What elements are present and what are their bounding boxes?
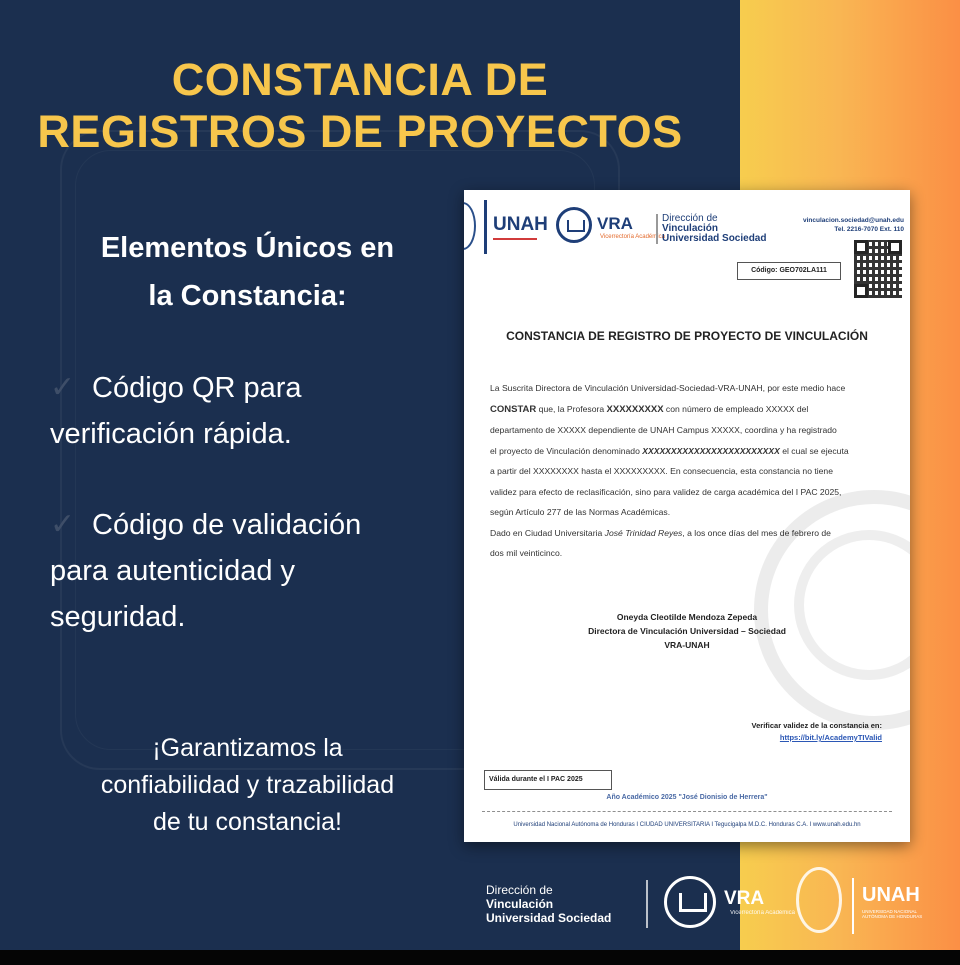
vra-logo-text: VRA bbox=[597, 214, 633, 233]
footer-unah-logo: UNAH UNIVERSIDAD NACIONAL AUTÓNOMA DE HONDURAS bbox=[852, 878, 942, 934]
feature-qr bbox=[50, 365, 460, 457]
unah-logo: UNAH bbox=[484, 200, 548, 254]
qr-code-icon bbox=[854, 240, 902, 298]
contact-phone: Tel. 2216-7070 Ext. 110 bbox=[834, 226, 904, 233]
academic-year: Año Académico 2025 "José Dionisio de Herrera" bbox=[606, 794, 768, 801]
seal-icon bbox=[796, 867, 842, 933]
signer-role: Directora de Vinculación Universidad – Sociedad bbox=[588, 626, 786, 636]
closing-message bbox=[40, 730, 455, 841]
verify-block bbox=[752, 720, 882, 744]
footer-divider bbox=[482, 811, 892, 812]
contact-info bbox=[803, 216, 904, 234]
feature-qr-line-2: verificación rápida. bbox=[50, 418, 292, 450]
signature-block bbox=[464, 610, 910, 652]
department-name: Dirección de Vinculación Universidad Sociedad bbox=[656, 214, 766, 244]
book-icon bbox=[556, 207, 592, 243]
contact-email: vinculacion.sociedad@unah.edu bbox=[803, 217, 904, 224]
title-line-2: REGISTROS DE PROYECTOS bbox=[37, 106, 683, 157]
closing-line-2: confiabilidad y trazabilidad bbox=[100, 771, 395, 799]
closing-line-3: de tu constancia! bbox=[152, 808, 342, 836]
verify-link[interactable]: https://bit.ly/AcademyTIValid bbox=[779, 733, 882, 742]
vra-subtitle: Vicerrectoría Académica bbox=[600, 234, 665, 240]
closing-line-1: ¡Garantizamos la bbox=[152, 734, 343, 762]
footer-vra-text: VRA bbox=[724, 888, 765, 909]
title-line-1: CONSTANCIA DE bbox=[171, 54, 549, 105]
validity-box: Válida durante el I PAC 2025 bbox=[484, 770, 612, 790]
signer-org: VRA-UNAH bbox=[664, 640, 710, 650]
feature-code-line-3: seguridad. bbox=[50, 601, 186, 633]
feature-qr-line-1: Código QR para bbox=[92, 372, 302, 404]
verify-label: Verificar validez de la constancia en: bbox=[751, 721, 882, 730]
subheading-line-2: la Constancia: bbox=[148, 280, 347, 312]
signer-name: Oneyda Cleotilde Mendoza Zepeda bbox=[616, 612, 758, 622]
certificate-body: La Suscrita Directora de Vinculación Universidad-Sociedad-VRA-UNAH, por este medio hace CONSTAR que, la Profesora XXXXXXXXX con número de empleado XXXXX del departamento de XXXXX dependiente de UNAH Campus XXXXX, coordina y ha registrado el proyecto de Vinculación denominado XXXXXXXXXXXXXXXXXXXXXXXX el cual se ejecuta a partir del XXXXXXXX hasta el XXXXXXXXX. En consecuencia, esta constancia no tiene validez para efecto de reclasificación, sino para validez de carga académica del I PAC 2025, según Artículo 277 de las Normas Académicas. Dado en Ciudad Universitaria José Trinidad Reyes, a los once días del mes de febrero de dos mil veinticinco. bbox=[490, 383, 849, 558]
feature-code-line-2: para autenticidad y bbox=[50, 555, 296, 587]
subheading-line-1: Elementos Únicos en bbox=[100, 232, 395, 264]
feature-code-line-1: Código de validación bbox=[92, 509, 362, 541]
validation-code: Código: GEO702LA111 bbox=[737, 262, 841, 280]
subheading bbox=[40, 224, 455, 320]
certificate-preview bbox=[464, 190, 910, 842]
book-icon bbox=[664, 876, 716, 928]
bottom-band bbox=[0, 950, 960, 965]
check-icon: ✓ bbox=[50, 371, 76, 404]
certificate-title: CONSTANCIA DE REGISTRO DE PROYECTO DE VINCULACIÓN bbox=[506, 329, 868, 343]
footer-department-name: Dirección de Vinculación Universidad Sociedad bbox=[486, 883, 612, 925]
logo-divider bbox=[646, 880, 648, 928]
seal-icon bbox=[464, 202, 476, 250]
footer-vra-subtitle: Vicerrectoría Académica bbox=[730, 910, 795, 916]
poster-title bbox=[0, 54, 720, 158]
check-icon: ✓ bbox=[50, 508, 76, 541]
document-footer: Universidad Nacional Autónoma de Honduras I CIUDAD UNIVERSITARIA I Tegucigalpa M.D.C. Honduras C.A. I www.unah.edu.hn bbox=[513, 822, 861, 828]
feature-validation-code bbox=[50, 502, 460, 640]
